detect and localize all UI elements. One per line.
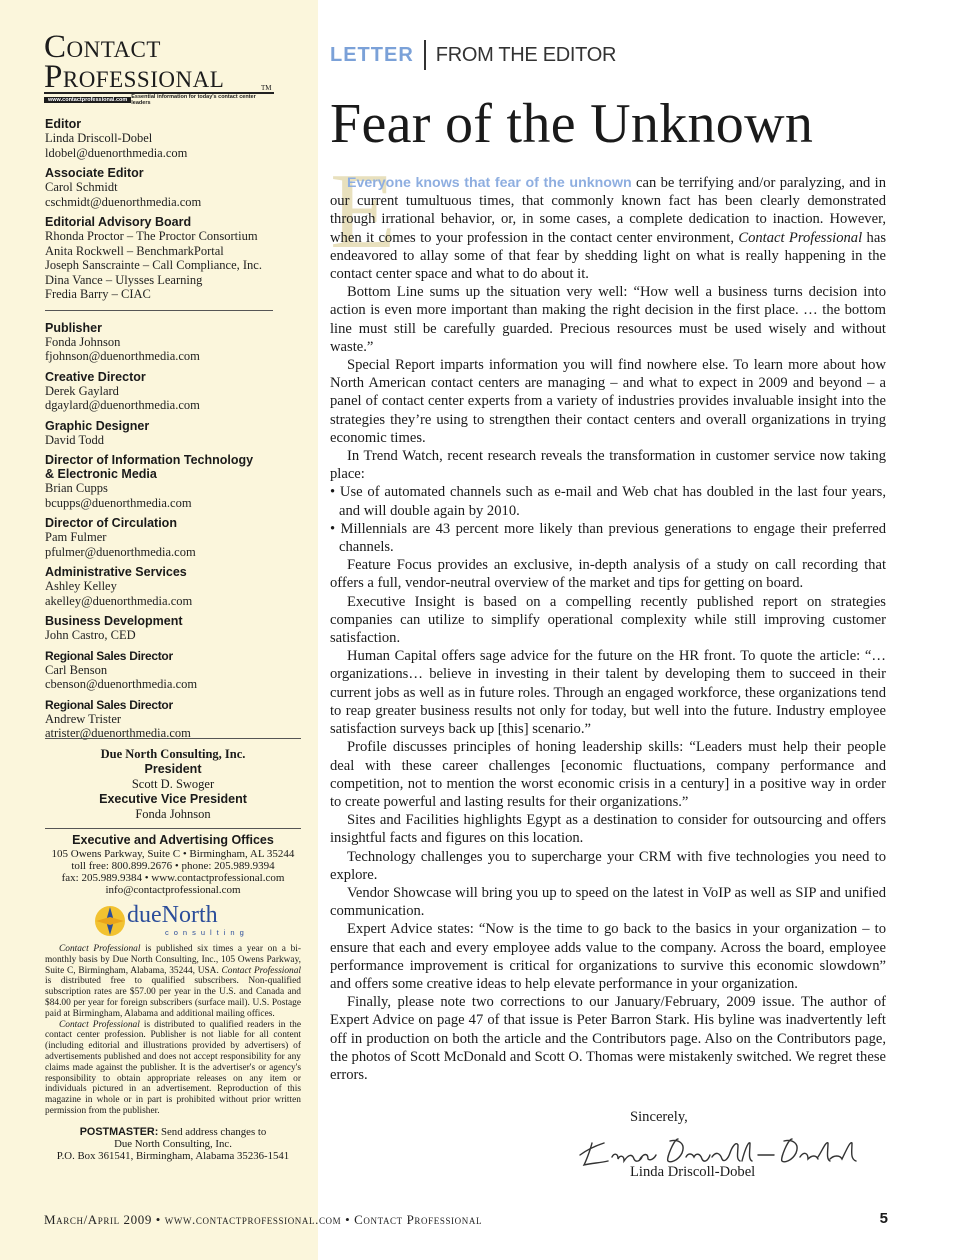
logo-line-1: Contact [44, 29, 161, 65]
postmaster-notice [45, 1126, 301, 1162]
publication-title: Contact Professional [59, 944, 141, 954]
publication-notice [45, 944, 301, 1020]
staff-name: John Castro, CED [45, 628, 136, 642]
staff-entry [45, 117, 273, 160]
paragraph: Special Report imparts information you will find nowhere else. To learn more about how North American contact centers are managing – and what to expect in 2009 and beyond – a panel of contact center experts from a variety of industries provides invaluable insight into the strategies they’re using to strengthen their contact centers and overall organizations in trying economic times. [330, 357, 886, 446]
staff-name: Andrew Trister [45, 711, 122, 726]
divider [45, 828, 301, 829]
publication-title: Contact Professional [738, 229, 863, 246]
closing: Sincerely, [630, 1109, 688, 1125]
letter-body [330, 174, 886, 1084]
staff-role: Administrative Services [45, 565, 187, 579]
divider [45, 310, 273, 311]
staff-list [45, 111, 273, 741]
staff-role: Editorial Advisory Board [45, 215, 192, 229]
staff-name: Anita Rockwell – BenchmarkPortal [45, 243, 224, 258]
page-footer: March/April 2009 • www.contactprofessional.com • Contact Professional [44, 1212, 483, 1227]
logo-trademark: TM [261, 84, 272, 92]
staff-role: Director of Information Technology [45, 453, 254, 467]
bullet-item: • Millennials are 43 percent more likely than previous generations to engage their preferred channels. [330, 520, 886, 556]
offices-line: info@contactprofessional.com [105, 884, 241, 896]
company-person-president: Scott D. Swoger [131, 777, 215, 791]
staff-role: Regional Sales Director [45, 648, 173, 663]
compass-icon [93, 904, 127, 938]
paragraph: Executive Insight is based on a compelling recently published report on strategies companies can utilize to simplify operational complexity while still improving customer satisfaction. [330, 593, 886, 647]
publication-title: Contact Professional [59, 1019, 140, 1030]
page-number: 5 [879, 1210, 888, 1227]
staff-name: Derek Gaylard [45, 383, 119, 398]
logo-url: www.contactprofessional.com [44, 97, 131, 103]
publication-title: Contact Professional [221, 965, 301, 976]
company-role-president: President [144, 762, 202, 776]
staff-email: akelley@duenorthmedia.com [45, 593, 193, 608]
staff-role: Business Development [45, 614, 183, 628]
staff-group-business [45, 321, 273, 741]
staff-name: Pam Fulmer [45, 530, 107, 544]
staff-name: Fredia Barry – CIAC [45, 287, 151, 301]
staff-name: Carol Schmidt [45, 180, 118, 194]
kicker-from-editor: FROM THE EDITOR [435, 43, 617, 66]
offices-line: toll free: 800.899.2676 • phone: 205.989.9394 [71, 860, 275, 872]
staff-role: Graphic Designer [45, 418, 150, 433]
duenorth-subtitle: consulting [165, 928, 249, 937]
staff-name: Fonda Johnson [45, 334, 121, 349]
staff-entry [45, 453, 273, 510]
paragraph-group [330, 556, 886, 1084]
staff-name: Brian Cupps [45, 481, 108, 495]
staff-email: pfulmer@duenorthmedia.com [45, 544, 196, 559]
paragraph [330, 174, 886, 283]
logo-line-2: Professional [44, 62, 274, 94]
paragraph: In Trend Watch, recent research reveals the transformation in customer service now taking place: [330, 448, 886, 483]
staff-entry [45, 614, 273, 643]
staff-entry [45, 565, 273, 608]
staff-entry [45, 215, 273, 302]
staff-email: fjohnson@duenorthmedia.com [45, 349, 200, 363]
company-role-evp: Executive Vice President [99, 792, 247, 806]
staff-role: & Electronic Media [45, 467, 157, 481]
postmaster-label: POSTMASTER: [79, 1125, 159, 1138]
postmaster-line: Due North Consulting, Inc. [114, 1137, 232, 1150]
staff-group-editorial [45, 117, 273, 302]
staff-name: David Todd [45, 432, 104, 447]
paragraph: Feature Focus provides an exclusive, in-depth analysis of a study on call recording that offers a full, vendor-neutral overview of the market and tips for getting on board. [330, 557, 886, 592]
company-person-evp: Fonda Johnson [135, 807, 211, 821]
section-kicker [330, 40, 616, 70]
drop-cap: E [330, 152, 396, 271]
notice-text: is distributed free to qualified subscribers. Non-qualified subscription rates are $57.00 per year in the U.S. and Canada and $84.00 per year for foreign subscribers (surface mail). U.S. Postage paid at Birmingham, Alabama and additional mailing offices. [45, 976, 301, 1019]
staff-name: Joseph Sanscrainte – Call Compliance, Inc. [45, 258, 262, 272]
paragraph: Profile discusses principles of honing leadership skills: “Leaders must help their people deal with these career challenges [economic fluctuations, company performance and competition, not to mention the worst economic crisis in a century] in a positive way in order to create powerful and lasting results for their organizations.” [330, 739, 886, 810]
staff-entry [45, 419, 273, 448]
kicker-letter: LETTER [330, 43, 414, 66]
liability-notice [45, 1020, 301, 1117]
paragraph: Vendor Showcase will bring you up to speed on the latest in VoIP as well as SIP and unified communication. [330, 884, 886, 920]
page-title: Fear of the Unknown [330, 93, 814, 155]
staff-name: Rhonda Proctor – The Proctor Consortium [45, 229, 258, 243]
kicker-separator [424, 40, 426, 70]
staff-email: atrister@duenorthmedia.com [45, 726, 191, 740]
paragraph-text: can be terrifying and/or paralyzing, and in our current tumultuous times, that commonly known fact has been clearly demonstrated through irrational behavior, or, in some cases, a complete dedication to inaction. However, when it comes to your profession in the contact center environment, [330, 175, 886, 246]
paragraph-text: has endeavored to allay some of that fear by shedding light on what is really happening in the contact center space and what to do about it. [330, 229, 886, 283]
staff-role: Regional Sales Director [45, 697, 173, 712]
staff-role: Creative Director [45, 369, 146, 384]
staff-name: Linda Driscoll-Dobel [45, 131, 153, 145]
paragraph: Expert Advice states: “Now is the time to go back to the basics in your organization – to ensure that each and every employee adds value to the company. Across the board, employee performance improvement is critical for organizations to survive this economic slowdown” and offers some creative ideas to help elevate performance in your organization. [330, 921, 886, 992]
staff-email: dgaylard@duenorthmedia.com [45, 398, 200, 412]
staff-role: Publisher [45, 320, 102, 335]
staff-email: bcupps@duenorthmedia.com [45, 495, 192, 510]
postmaster-line: P.O. Box 361541, Birmingham, Alabama 35236-1541 [56, 1149, 290, 1162]
offices-heading: Executive and Advertising Offices [72, 833, 274, 847]
staff-entry [45, 698, 273, 741]
staff-entry [45, 649, 273, 692]
bullet-list [330, 483, 886, 556]
staff-role: Editor [45, 117, 82, 131]
postmaster-text: Send address changes to [158, 1125, 267, 1138]
logo-bar [44, 95, 274, 104]
notice-text: is published six times a year on a bi-monthly basis by Due North Consulting, Inc., 105 Owens Parkway, Suite C, Birmingham, Alabama, 35244, USA. [45, 944, 301, 976]
staff-entry [45, 370, 273, 413]
paragraph: Sites and Facilities highlights Egypt as a destination to consider for outsourcing and offers insightful facts and figures on this location. [330, 812, 886, 847]
offices-line: fax: 205.989.9384 • www.contactprofessional.com [61, 872, 285, 884]
company-name: Due North Consulting, Inc. [100, 747, 246, 761]
logo-tagline: Essential information for today's contact center leaders [131, 93, 256, 106]
staff-name: Carl Benson [45, 662, 108, 677]
duenorth-wordmark: dueNorth [127, 902, 218, 928]
divider [45, 738, 301, 739]
offices-line: 105 Owens Parkway, Suite C • Birmingham, AL 35244 [51, 848, 295, 860]
paragraph: Finally, please note two corrections to our January/February, 2009 issue. The author of Expert Advice on page 47 of that issue is Peter Barron Stark. His byline was inadvertently left off in production on both the article and the Contributors page. Also on the Contributors page, the photos of Scott McDonald and Scott O. Thomas were mistakenly switched. We regret these errors. [330, 994, 886, 1083]
staff-entry [45, 321, 273, 364]
paragraph: Technology challenges you to supercharge your CRM with five technologies you need to explore. [330, 848, 886, 883]
paragraph: Bottom Line sums up the situation very well: “How well a business turns decision into action is even more important than making the right decision in the first place. … the bottom line must still be carefully guarded. Precious resources must be used wisely and without waste.” [330, 284, 886, 355]
staff-email: cschmidt@duenorthmedia.com [45, 194, 202, 209]
staff-entry [45, 516, 273, 559]
staff-email: cbenson@duenorthmedia.com [45, 677, 198, 691]
paragraph-group [330, 283, 886, 483]
staff-name: Ashley Kelley [45, 579, 117, 593]
staff-entry [45, 166, 273, 209]
staff-email: ldobel@duenorthmedia.com [45, 145, 188, 160]
staff-name: Dina Vance – Ulysses Learning [45, 272, 203, 287]
notice-text: is distributed to qualified readers in the contact center profession. Publisher is not liable for all content (including editorial and illustrations provided by advertisers) of advertisements published and does not accept responsibility for any claims made against the publisher. It is the advertiser's or agency's responsibility to obtain appropriate releases on any item or individuals pictured in an advertisement. Reproduction of this magazine in whole or in part is prohibited without prior written permission from the publisher. [45, 1019, 301, 1116]
staff-role: Associate Editor [45, 166, 144, 180]
duenorth-logo [93, 904, 253, 938]
lead-in: Everyone knows that fear of the unknown [347, 175, 632, 191]
magazine-logo [44, 29, 274, 106]
signer-name: Linda Driscoll-Dobel [630, 1164, 756, 1180]
bullet-item: • Use of automated channels such as e-mail and Web chat has doubled in the last four years, and will double again by 2010. [330, 484, 886, 519]
company-block [45, 738, 301, 1162]
masthead-column [0, 0, 318, 1260]
paragraph: Human Capital offers sage advice for the future on the HR front. To quote the article: “…organizations… believe in investing in their talent by developing them to succeed in their current jobs as well as in future roles. Through an engaged workforce, these organizations tend to reap greater business results not only for today, but well into the future. Industry employee satisfaction surveys back up [this] scenario.” [330, 648, 886, 738]
staff-role: Director of Circulation [45, 516, 177, 530]
